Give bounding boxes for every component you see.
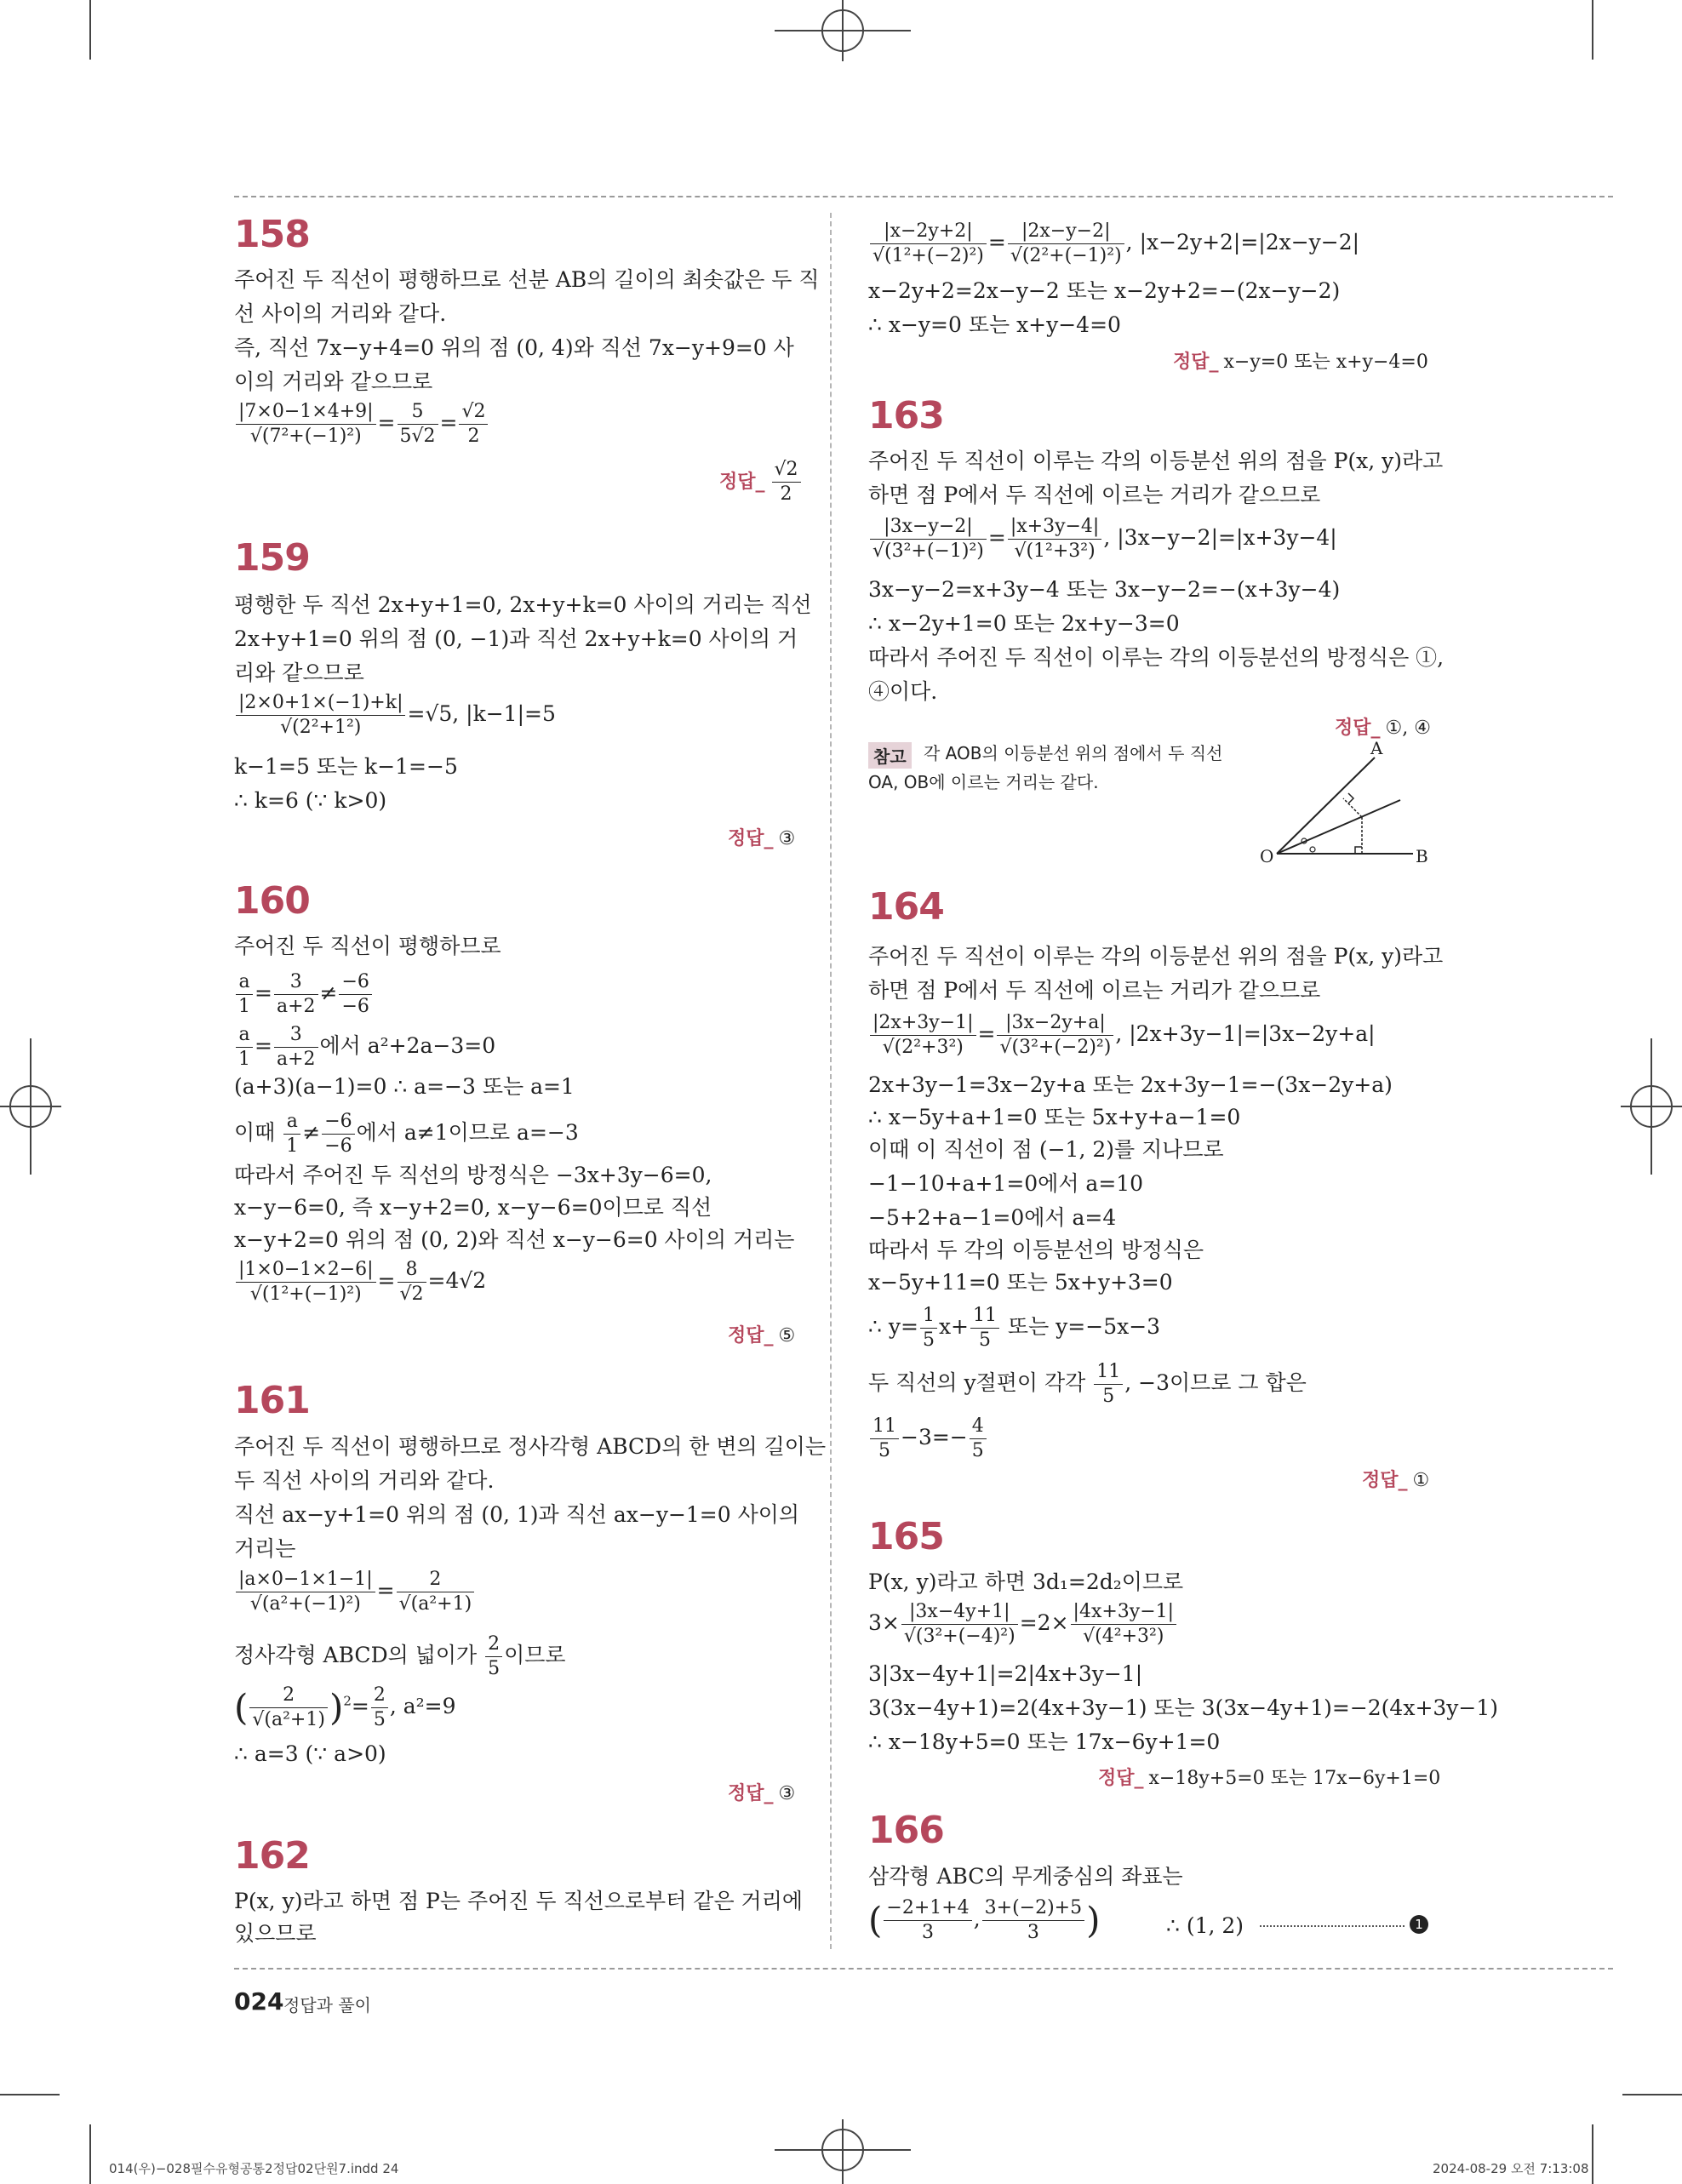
text-line: −1−10+a+1=0에서 a=10	[868, 1171, 1144, 1196]
formula-line: 정사각형 ABCD의 넓이가 $\frac{2}{5}$ 이므로	[234, 1633, 566, 1679]
text-line: 주어진 두 직선이 평행하므로 정사각형 ABCD의 한 변의 길이는	[234, 1434, 827, 1459]
text-line: 삼각형 ABC의 무게중심의 좌표는	[868, 1864, 1183, 1889]
point-o-label: O	[1260, 846, 1274, 866]
formula-line: ( $\frac{2}{\text{√(a²+1)}}$ )$^2$= $\frac{2}{5}$ , a²=9	[234, 1684, 456, 1730]
text-line: 따라서 두 각의 이등분선의 방정식은	[868, 1238, 1204, 1262]
text-line: x−2y+2=2x−y−2 또는 x−2y+2=−(2x−y−2)	[868, 278, 1341, 303]
registration-mark-bottom	[775, 2119, 911, 2184]
point-a-label: A	[1370, 739, 1383, 758]
page-number: 024	[234, 1987, 284, 2015]
step-bullet: 1	[1410, 1915, 1428, 1934]
crop-mark	[89, 0, 91, 60]
crop-mark	[1622, 2094, 1682, 2095]
formula-line: ∴ y= $\frac{1}{5}$ x+ $\frac{11}{5}$ 또는 y=−5x−3	[868, 1305, 1161, 1351]
text-line: 직선 ax−y+1=0 위의 점 (0, 1)과 직선 ax−y−1=0 사이의	[234, 1502, 800, 1527]
text-line: 두 직선 사이의 거리와 같다.	[234, 1468, 495, 1493]
text-line: P(x, y)라고 하면 3d₁=2d₂이므로	[868, 1569, 1184, 1594]
text-line: 있으므로	[234, 1921, 317, 1946]
formula-line: ( $\frac{-2+1+4}{3}$ , $\frac{3+(-2)+5}{3}$ ) ∴ (1, 2) 1	[868, 1896, 1430, 1945]
text-line: ∴ a=3 (∵ a>0)	[234, 1741, 386, 1766]
formula-line: $\frac{|3x-y-2|}{\text{√(3²+(−1)²)}}$ = $\frac{|x+3y-4|}{\text{√(1²+3²)}}$ , |3x−y−2|=|x+3y−4|	[868, 515, 1337, 563]
formula-line: $\frac{a}{1}$ = $\frac{3}{a+2}$ 에서 a²+2a−3=0	[234, 1023, 495, 1072]
problem-number-164: 164	[868, 885, 944, 929]
text-line: ∴ x−y=0 또는 x+y−4=0	[868, 312, 1121, 337]
registration-mark-right	[1621, 1038, 1682, 1175]
text-line: 하면 점 P에서 두 직선에 이르는 거리가 같으므로	[868, 483, 1321, 507]
answer-165: 정답_ x−18y+5=0 또는 17x−6y+1=0	[1098, 1768, 1441, 1789]
angle-bisector-figure	[1260, 739, 1430, 875]
formula-line: $\frac{a}{1}$ = $\frac{3}{a+2}$ ≠ $\frac{-6}{-6}$	[234, 970, 374, 1019]
registration-mark-left	[0, 1038, 61, 1175]
formula-line: 이때 $\frac{a}{1}$ ≠ $\frac{-6}{-6}$ 에서 a≠1이므로 a=−3	[234, 1111, 579, 1157]
problem-number-162: 162	[234, 1834, 310, 1878]
text-line: k−1=5 또는 k−1=−5	[234, 754, 458, 779]
answer-163: 정답_ ①, ④	[1335, 718, 1431, 739]
answer-162: 정답_ x−y=0 또는 x+y−4=0	[1173, 352, 1428, 373]
answer-159: 정답_ ③	[728, 828, 796, 849]
text-line: ④이다.	[868, 679, 938, 704]
formula-line: $\frac{|2x+3y-1|}{\text{√(2²+3²)}}$ = $\frac{|3x-2y+a|}{\text{√(3²+(−2)²)}}$ , |2x+3y−1|=|3x−2y+a|	[868, 1011, 1376, 1060]
problem-number-161: 161	[234, 1379, 310, 1422]
formula-line: $\frac{|x-2y+2|}{\text{√(1²+(−2)²)}}$ = $\frac{|2x-y-2|}{\text{√(2²+(−1)²)}}$ , |x−2y+2|=|2x−y−2|	[868, 220, 1359, 268]
text-line: (a+3)(a−1)=0 ∴ a=−3 또는 a=1	[234, 1074, 575, 1099]
text-line: ∴ x−5y+a+1=0 또는 5x+y+a−1=0	[868, 1105, 1241, 1129]
problem-number-166: 166	[868, 1809, 944, 1852]
text-line: 거리는	[234, 1536, 296, 1561]
answer-158: 정답_ $\frac{√2}{2}$	[719, 458, 803, 506]
text-line: 주어진 두 직선이 이루는 각의 이등분선 위의 점을 P(x, y)라고	[868, 449, 1444, 473]
text-line: 평행한 두 직선 2x+y+1=0, 2x+y+k=0 사이의 거리는 직선	[234, 592, 812, 617]
problem-number-160: 160	[234, 879, 310, 923]
text-line: x−y−6=0, 즉 x−y+2=0, x−y−6=0이므로 직선	[234, 1195, 712, 1220]
problem-number-158: 158	[234, 213, 310, 256]
text-line: 이때 이 직선이 점 (−1, 2)를 지나므로	[868, 1137, 1224, 1162]
text-line: 3|3x−4y+1|=2|4x+3y−1|	[868, 1661, 1143, 1686]
problem-number-165: 165	[868, 1515, 944, 1558]
answer-164: 정답_ ①	[1362, 1470, 1430, 1491]
formula-line: $\frac{11}{5}$ −3=− $\frac{4}{5}$	[868, 1415, 988, 1463]
point-b-label: B	[1416, 846, 1428, 866]
text-line: 주어진 두 직선이 평행하므로	[234, 934, 501, 958]
answer-161: 정답_ ③	[728, 1783, 796, 1804]
crop-mark	[0, 2094, 60, 2095]
text-line: 3(3x−4y+1)=2(4x+3y−1) 또는 3(3x−4y+1)=−2(4x+3y−1)	[868, 1695, 1499, 1720]
crop-mark	[1592, 0, 1593, 60]
text-line: 따라서 주어진 두 직선의 방정식은 −3x+3y−6=0,	[234, 1163, 712, 1187]
note-text: OA, OB에 이르는 거리는 같다.	[868, 772, 1099, 792]
answer-160: 정답_ ⑤	[728, 1325, 796, 1346]
text-line: −5+2+a−1=0에서 a=4	[868, 1205, 1117, 1230]
problem-number-159: 159	[234, 536, 310, 580]
crop-mark	[1592, 2124, 1593, 2184]
text-line: 따라서 주어진 두 직선이 이루는 각의 이등분선의 방정식은 ①,	[868, 645, 1445, 670]
formula-line: $\frac{|7\times 0-1\times 4+9|}{\text{√(7²+(−1)²)}}$ = $\frac{5}{5√2}$ = $\frac{√2}{2}$	[234, 400, 489, 449]
text-line: x−y+2=0 위의 점 (0, 2)와 직선 x−y−6=0 사이의 거리는	[234, 1227, 795, 1252]
text-line: 즉, 직선 7x−y+4=0 위의 점 (0, 4)와 직선 7x−y+9=0 사	[234, 335, 794, 360]
slug-left: 014(우)−028필수유형공통2정답02단원7.indd 24	[109, 2161, 399, 2176]
text-line: 2x+y+1=0 위의 점 (0, −1)과 직선 2x+y+k=0 사이의 거	[234, 626, 798, 651]
note-tag: 참고	[868, 742, 912, 769]
text-line: 이의 거리와 같으므로	[234, 369, 433, 394]
top-divider	[234, 196, 1613, 197]
note-text: 각 AOB의 이등분선 위의 점에서 두 직선	[924, 743, 1223, 763]
crop-mark	[89, 2124, 91, 2184]
text-line: 리와 같으므로	[234, 660, 364, 685]
text-line: 선 사이의 거리와 같다.	[234, 301, 447, 326]
text-line: 2x+3y−1=3x−2y+a 또는 2x+3y−1=−(3x−2y+a)	[868, 1072, 1393, 1097]
text-line: ∴ x−18y+5=0 또는 17x−6y+1=0	[868, 1729, 1221, 1754]
problem-number-163: 163	[868, 394, 944, 437]
text-line: 주어진 두 직선이 이루는 각의 이등분선 위의 점을 P(x, y)라고	[868, 944, 1444, 969]
footer-label: 정답과 풀이	[283, 1995, 371, 2015]
text-line: x−5y+11=0 또는 5x+y+3=0	[868, 1270, 1173, 1295]
bottom-divider	[234, 1968, 1613, 1970]
text-line: 하면 점 P에서 두 직선에 이르는 거리가 같으므로	[868, 978, 1321, 1003]
registration-mark-top	[775, 0, 911, 61]
formula-line: 3× $\frac{|3x-4y+1|}{\text{√(3²+(−4)²)}}$ =2× $\frac{|4x+3y-1|}{\text{√(4²+3²)}}$	[868, 1600, 1178, 1649]
text-line: ∴ x−2y+1=0 또는 2x+y−3=0	[868, 611, 1180, 636]
text-line: 3x−y−2=x+3y−4 또는 3x−y−2=−(x+3y−4)	[868, 577, 1341, 602]
slug-right: 2024-08-29 오전 7:13:08	[1433, 2161, 1589, 2176]
text-line: ∴ k=6 (∵ k>0)	[234, 788, 387, 813]
formula-line: $\frac{|a\times 0-1\times 1-1|}{\text{√(a²+(−1)²)}}$ = $\frac{2}{\text{√(a²+1)}}$	[234, 1568, 476, 1616]
formula-line: $\frac{|1\times 0-1\times 2-6|}{\text{√(1²+(−1)²)}}$ = $\frac{8}{√2}$ =4√2	[234, 1258, 486, 1306]
formula-line: $\frac{|2\times 0+1\times(-1)+k|}{\text{√(2²+1²)}}$ =√5, |k−1|=5	[234, 691, 556, 740]
formula-line: 두 직선의 y절편이 각각 $\frac{11}{5}$ , −3이므로 그 합은	[868, 1361, 1307, 1407]
text-line: 주어진 두 직선이 평행하므로 선분 AB의 길이의 최솟값은 두 직	[234, 267, 820, 292]
column-divider	[830, 213, 832, 1949]
text-line: P(x, y)라고 하면 점 P는 주어진 두 직선으로부터 같은 거리에	[234, 1889, 803, 1913]
